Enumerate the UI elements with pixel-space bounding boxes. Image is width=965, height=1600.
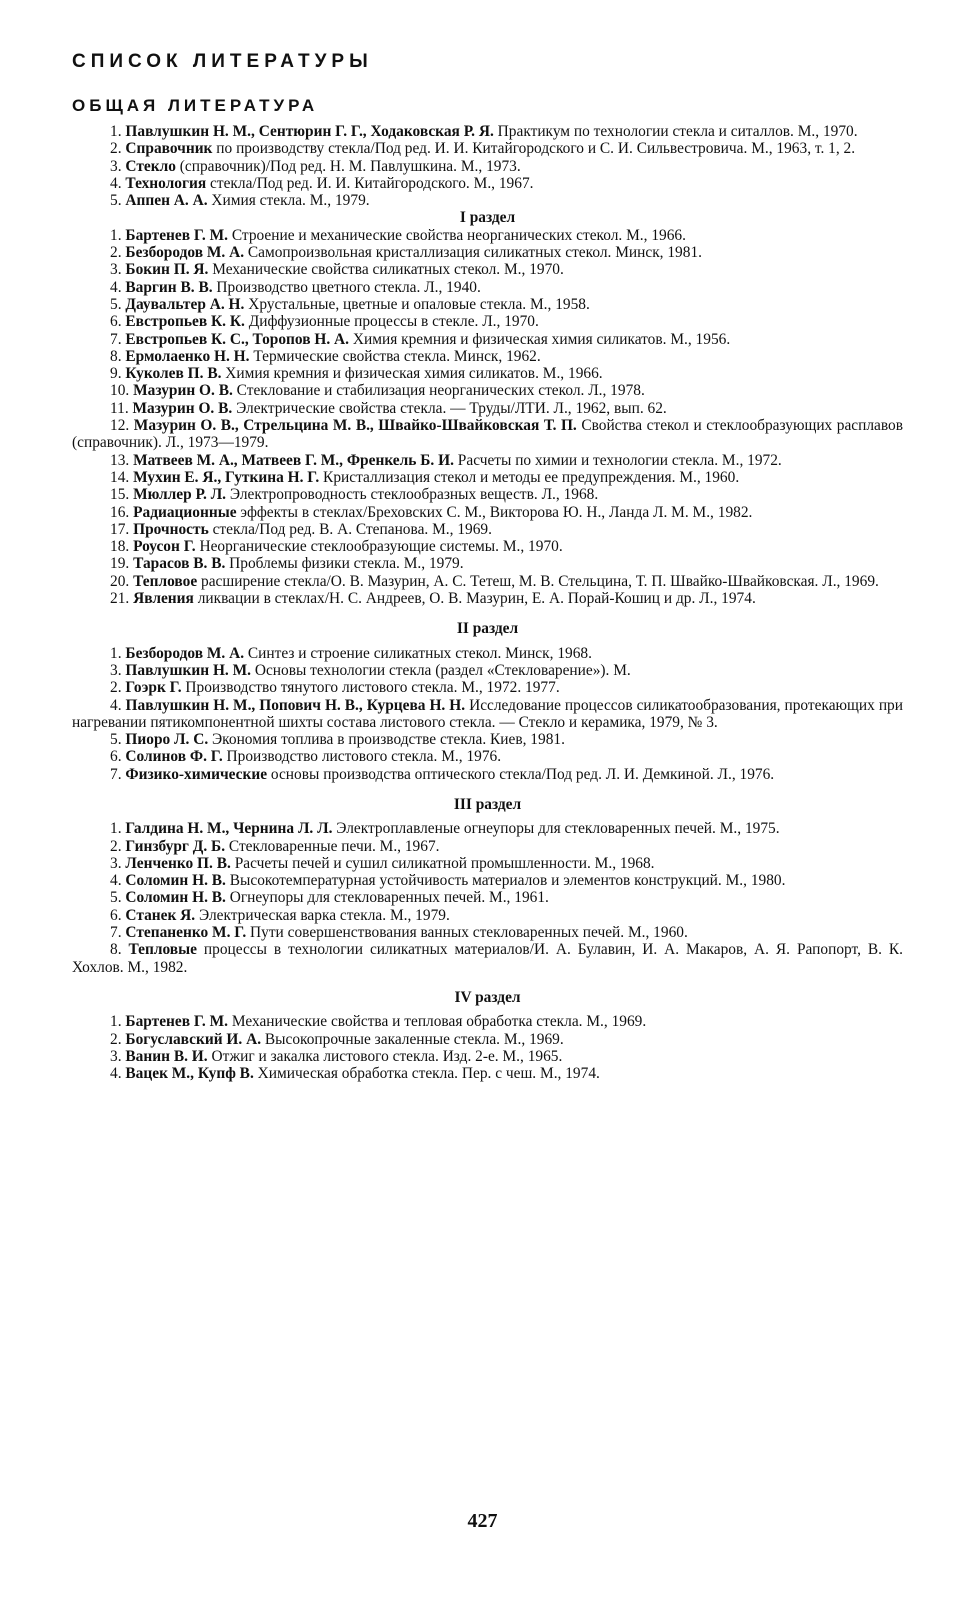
bibliography-entry [72,158,903,175]
entry-text: Термические свойства стекла. Минск, 1962. [249,347,541,365]
entry-author: Матвеев М. А., Матвеев Г. М., Френкель Б. И. [133,451,454,469]
bibliography-entry [72,279,903,296]
entry-author: Тарасов В. В. [133,555,226,573]
entry-author: Явления [133,590,194,608]
entry-number: 2. [110,1030,122,1048]
entry-number: 9. [110,365,122,383]
bibliography-entry [72,469,903,486]
entry-author: Солинов Ф. Г. [125,748,223,766]
entry-text: Высокопрочные закаленные стекла. М., 1969. [261,1030,564,1048]
entry-author: Ленченко П. В. [125,854,231,872]
entry-text: стекла/Под ред. И. И. Китайгородского. М., 1967. [206,174,534,192]
entry-author: Роусон Г. [133,538,196,556]
entry-author: Мюллер Р. Л. [133,486,227,504]
entry-text: основы производства оптического стекла/Под ред. Л. И. Демкиной. Л., 1976. [267,765,775,783]
bibliography-entry [72,296,903,313]
entry-number: 1. [110,123,122,140]
section-heading: II раздел [456,620,519,638]
bibliography-entry [72,748,903,765]
entry-author: Тепловое [133,572,198,590]
entry-text: Проблемы физики стекла. М., 1979. [225,555,464,573]
entry-text: процессы в технологии силикатных материалов/И. А. Булавин, И. А. Макаров, А. Я. Рапопорт, В. К. Хохлов. М., 1982. [72,941,903,976]
entry-number: 21. [110,590,130,608]
entry-text: Производство тянутого листового стекла. М., 1972. 1977. [181,679,560,697]
entry-text: Химия кремния и физическая химия силикатов. М., 1966. [221,365,603,383]
entry-author: Степаненко М. Г. [125,924,247,942]
entry-number: 15. [110,486,130,504]
entry-number: 8. [110,347,122,365]
bibliography-entry [72,227,903,244]
bibliography-entry [72,573,903,590]
entry-number: 4. [110,1065,122,1083]
bibliography-entry [72,820,903,837]
entry-text: Химия кремния и физическая химия силикатов. М., 1956. [349,330,731,348]
bibliography-entry [72,590,903,607]
entry-text: Основы технологии стекла (раздел «Стекловарение»). М. [251,661,631,679]
entry-author: Аппен А. А. [125,192,208,210]
bibliography-entry [72,365,903,382]
entry-author: Соломин Н. В. [125,889,226,907]
bibliography-entry [72,538,903,555]
entry-author: Мазурин О. В. [132,399,233,417]
entry-number: 20. [110,572,130,590]
bibliography-entry [72,872,903,889]
bibliography-entry [72,941,903,976]
entry-number: 5. [110,889,122,907]
entry-author: Станек Я. [125,906,196,924]
entry-number: 8. [110,941,122,959]
entry-text: ликвации в стеклах/Н. С. Андреев, О. В. Мазурин, Е. А. Порай-Кошиц и др. Л., 1974. [193,590,756,608]
entry-number: 2. [110,679,122,697]
entry-author: Тепловые [128,941,197,959]
bibliography-entry [72,889,903,906]
entry-author: Даувальтер А. Н. [125,295,245,313]
bibliography-entry [72,452,903,469]
entry-number: 5. [110,295,122,313]
bibliography-entry [72,838,903,855]
entry-text: Практикум по технологии стекла и ситаллов. М., 1970. [493,123,858,140]
entry-author: Пиоро Л. С. [125,731,209,749]
entry-text: Синтез и строение силикатных стекол. Минск, 1968. [244,644,592,662]
entry-author: Справочник [125,140,213,158]
entry-number: 1. [110,1013,122,1031]
entry-text: стекла/Под ред. В. А. Степанова. М., 1969. [208,520,492,538]
entry-number: 12. [110,417,130,435]
entry-author: Павлушкин Н. М., Попович Н. В., Курцева Н. Н. [125,696,466,714]
entry-text: Исследование процессов силикатообразования, протекающих при нагревании пятикомпонентной шихты состава листового стекла. — Стекло и керамика, 1979, № 3. [72,696,903,731]
section-heading: I раздел [459,209,516,227]
entry-text: Стекловаренные печи. М., 1967. [225,837,440,855]
entry-author: Галдина Н. М., Чернина Л. Л. [125,820,333,838]
entry-author: Физико-химические [125,765,268,783]
entry-text: Расчеты по химии и технологии стекла. М., 1972. [453,451,782,469]
entry-number: 7. [110,924,122,942]
entry-number: 5. [110,731,122,749]
entry-text: Производство цветного стекла. Л., 1940. [212,278,481,296]
bibliography-entry [72,417,903,452]
entry-text: Диффузионные процессы в стекле. Л., 1970. [244,313,539,331]
entry-number: 4. [110,278,122,296]
bibliography-entry [72,855,903,872]
entry-number: 3. [110,157,122,175]
entry-author: Прочность [133,520,209,538]
entry-author: Евстропьев К. С., Торопов Н. А. [125,330,350,348]
entry-author: Евстропьев К. К. [125,313,245,331]
bibliography-entry [72,331,903,348]
entry-author: Безбородов М. А. [125,644,245,662]
entry-author: Соломин Н. В. [125,872,226,890]
entry-text: (справочник)/Под ред. Н. М. Павлушкина. М., 1973. [175,157,521,175]
entry-number: 5. [110,192,122,210]
bibliography-entry [72,924,903,941]
bibliography-entry [72,313,903,330]
entry-text: Высокотемпературная устойчивость материалов и элементов конструкций. М., 1980. [225,872,786,890]
entry-author: Радиационные [133,503,237,521]
entry-number: 4. [110,872,122,890]
entry-author: Павлушкин Н. М., Сентюрин Г. Г., Ходаковская Р. Я. [125,123,494,140]
entry-text: Кристаллизация стекол и методы ее предупреждения. М., 1960. [319,468,740,486]
entry-text: Хрустальные, цветные и опаловые стекла. М., 1958. [244,295,590,313]
bibliography-entry [72,504,903,521]
entry-text: Отжиг и закалка листового стекла. Изд. 2-е. М., 1965. [207,1047,563,1065]
entry-number: 1. [110,226,122,244]
bibliography-entry [72,123,903,140]
entry-text: Свойства стекол и стеклообразующих расплавов (справочник). Л., 1973—1979. [72,417,904,452]
section-heading: IV раздел [454,988,521,1006]
entry-number: 7. [110,765,122,783]
bibliography-entry [72,486,903,503]
entry-number: 3. [110,1047,122,1065]
entry-text: расширение стекла/О. В. Мазурин, А. С. Тетеш, М. В. Стельцина, Т. П. Швайко-Швайковская. Л., 1969. [197,572,879,590]
entry-number: 7. [110,330,122,348]
bibliography-entry [72,1048,903,1065]
entry-text: Самопроизвольная кристаллизация силикатных стекол. Минск, 1981. [244,244,702,262]
entry-number: 18. [110,538,130,556]
bibliography-entry [72,555,903,572]
entry-text: Электрические свойства стекла. — Труды/ЛТИ. Л., 1962, вып. 62. [232,399,667,417]
entry-number: 6. [110,748,122,766]
entry-number: 11. [110,399,129,417]
entry-number: 6. [110,906,122,924]
entry-author: Технология [125,174,207,192]
bibliography-entry [72,400,903,417]
entry-number: 6. [110,313,122,331]
entry-number: 4. [110,696,122,714]
bibliography-entry [72,645,903,662]
entry-number: 1. [110,644,122,662]
bibliography-entry [72,1013,903,1030]
entry-author: Куколев П. В. [125,365,222,383]
entry-text: Химическая обработка стекла. Пер. с чеш. М., 1974. [253,1065,600,1083]
bibliography-entry [72,766,903,783]
bibliography-entry [72,1065,903,1082]
page-subtitle: ОБЩАЯ ЛИТЕРАТУРА [72,96,319,115]
entry-text: Производство листового стекла. М., 1976. [222,748,502,766]
entry-text: Экономия топлива в производстве стекла. Киев, 1981. [208,731,565,749]
entry-author: Гинзбург Д. Б. [125,837,226,855]
entry-text: эффекты в стеклах/Бреховских С. М., Викторова Ю. Н., Ланда Л. М. М., 1982. [236,503,753,521]
entry-text: Неорганические стеклообразующие системы. М., 1970. [195,538,563,556]
entry-text: Электроплавленые огнеупоры для стекловаренных печей. М., 1975. [332,820,780,838]
entry-author: Ванин В. И. [125,1047,208,1065]
entry-text: Стеклование и стабилизация неорганических стекол. Л., 1978. [232,382,645,400]
entry-text: по производству стекла/Под ред. И. И. Китайгородского и С. И. Сильвестровича. М., 1963, т. 1, 2. [212,140,856,158]
entry-text: Механические свойства и тепловая обработка стекла. М., 1969. [228,1013,647,1031]
entry-text: Химия стекла. М., 1979. [207,192,370,210]
entry-author: Мухин Е. Я., Гуткина Н. Г. [133,468,320,486]
entry-author: Мазурин О. В. [133,382,233,400]
entry-number: 3. [110,661,122,679]
entry-number: 16. [110,503,130,521]
entry-text: Расчеты печей и сушил силикатной промышленности. М., 1968. [230,854,655,872]
bibliography-entry [72,175,903,192]
page-number: 427 [467,1510,498,1532]
entry-number: 2. [110,837,122,855]
entry-text: Электропроводность стеклообразных веществ. Л., 1968. [226,486,599,504]
bibliography-entry [72,140,903,157]
bibliography-entry [72,261,903,278]
bibliography-entry [72,697,903,732]
entry-author: Бартенев Г. М. [125,226,229,244]
entry-number: 3. [110,854,122,872]
entry-author: Безбородов М. А. [125,244,245,262]
page-title: СПИСОК ЛИТЕРАТУРЫ [72,51,373,72]
bibliography-entry [72,731,903,748]
bibliography-entry [72,907,903,924]
bibliography-entry [72,521,903,538]
entry-author: Ермолаенко Н. Н. [125,347,250,365]
entry-text: Электрическая варка стекла. М., 1979. [195,906,450,924]
bibliography-entry [72,662,903,679]
entry-author: Богуславский И. А. [125,1030,262,1048]
entry-author: Бартенев Г. М. [125,1013,229,1031]
entry-number: 2. [110,140,122,158]
entry-number: 17. [110,520,130,538]
entry-number: 14. [110,468,130,486]
entry-number: 4. [110,174,122,192]
entry-author: Стекло [125,157,176,175]
entry-text: Пути совершенствования ванных стекловаренных печей. М., 1960. [246,924,688,942]
bibliography-entry [72,192,903,209]
entry-number: 13. [110,451,130,469]
section-heading: III раздел [453,795,522,813]
entry-number: 2. [110,244,122,262]
entry-author: Павлушкин Н. М. [125,661,251,679]
entry-text: Огнеупоры для стекловаренных печей. М., 1961. [225,889,549,907]
entry-text: Строение и механические свойства неорганических стекол. М., 1966. [228,226,686,244]
bibliography-entry [72,1031,903,1048]
entry-number: 3. [110,261,122,279]
entry-author: Гоэрк Г. [125,679,182,697]
bibliography-entry [72,679,903,696]
entry-author: Бокин П. Я. [125,261,209,279]
entry-text: Механические свойства силикатных стекол. М., 1970. [208,261,564,279]
entry-number: 1. [110,820,122,838]
bibliography [72,123,903,1082]
bibliography-entry [72,348,903,365]
entry-author: Вацек М., Купф В. [125,1065,254,1083]
bibliography-entry [72,244,903,261]
entry-number: 19. [110,555,130,573]
bibliography-entry [72,382,903,399]
entry-author: Мазурин О. В., Стрельцина М. В., Швайко-Швайковская Т. П. [133,417,577,435]
entry-number: 10. [110,382,130,400]
entry-author: Варгин В. В. [125,278,213,296]
